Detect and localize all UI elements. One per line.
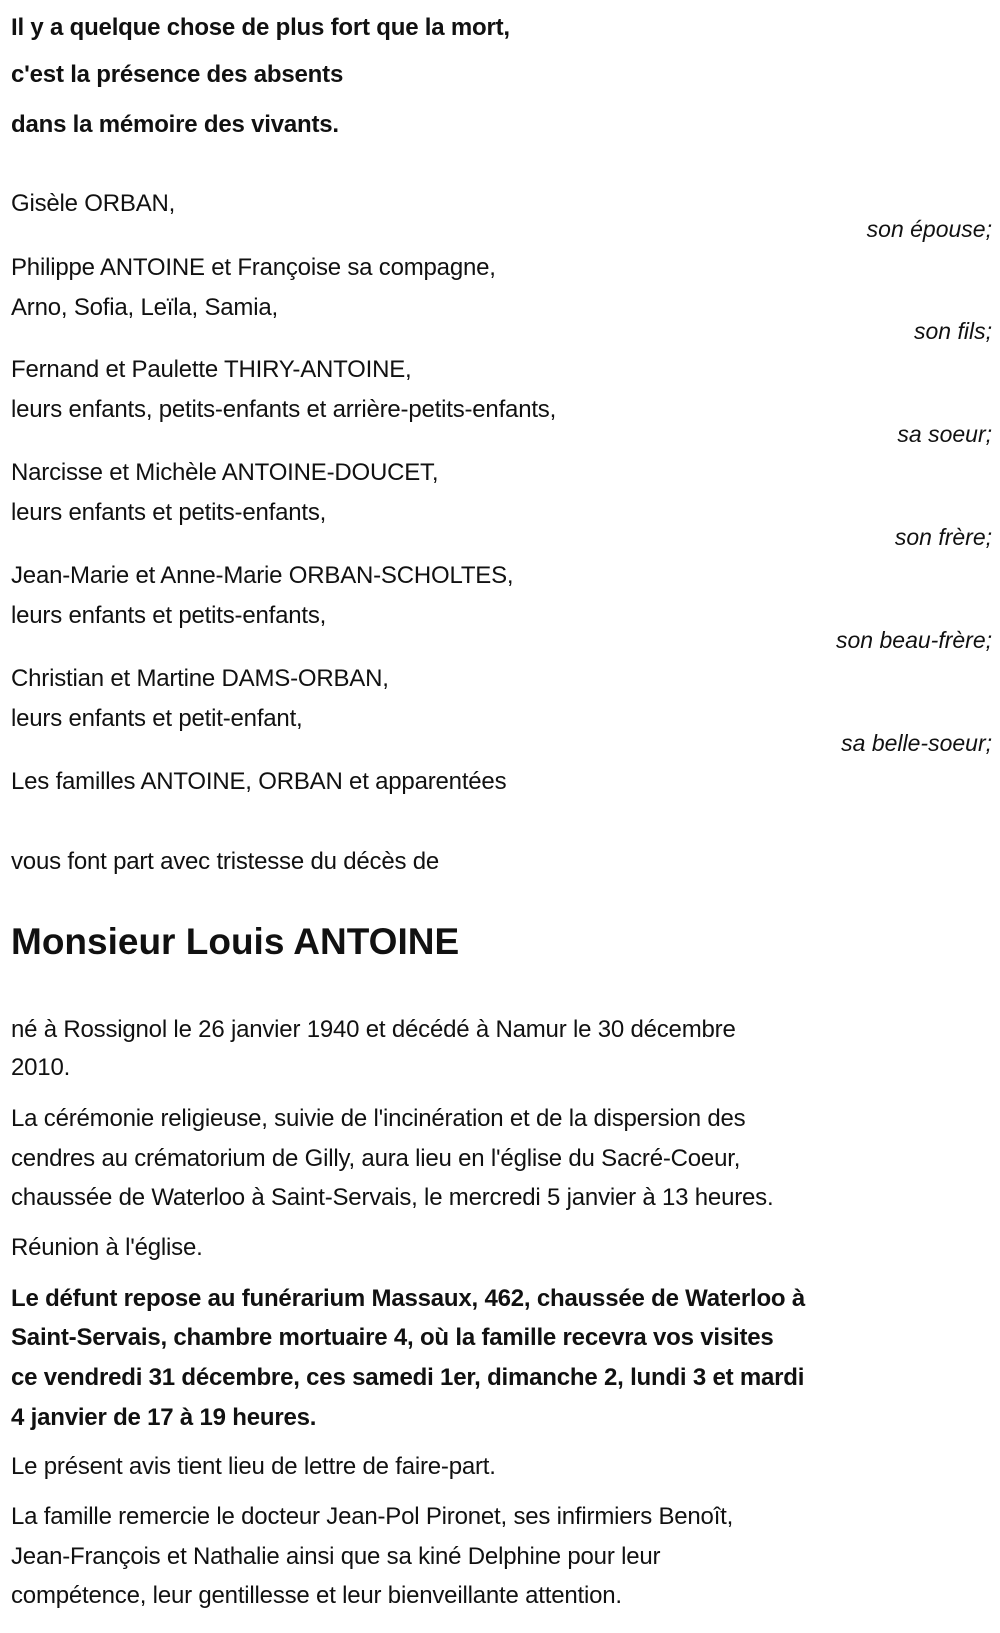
text-line: Saint-Servais, chambre mortuaire 4, où la famille recevra vos visites (11, 1324, 774, 1351)
family-name: Philippe ANTOINE et Françoise sa compagne, (11, 254, 496, 281)
family-name: Narcisse et Michèle ANTOINE-DOUCET, (11, 459, 439, 486)
notice: Le présent avis tient lieu de lettre de faire-part. (11, 1453, 496, 1480)
family-relation: son beau-frère; (836, 627, 992, 653)
quote-line: c'est la présence des absents (11, 61, 344, 88)
text-line: Jean-François et Nathalie ainsi que sa kiné Delphine pour leur (11, 1543, 661, 1570)
family-name: Gisèle ORBAN, (11, 190, 176, 217)
family-name: leurs enfants, petits-enfants et arrière-petits-enfants, (11, 396, 557, 423)
text-line: 2010. (11, 1054, 71, 1081)
announcement: vous font part avec tristesse du décès de (11, 848, 440, 875)
family-relation: son épouse; (866, 216, 992, 242)
family-relation: sa belle-soeur; (841, 730, 992, 756)
quote-line: Il y a quelque chose de plus fort que la mort, (11, 14, 510, 41)
text-line: cendres au crématorium de Gilly, aura lieu en l'église du Sacré-Coeur, (11, 1145, 741, 1172)
text-line: chaussée de Waterloo à Saint-Servais, le mercredi 5 janvier à 13 heures. (11, 1184, 774, 1211)
deceased-name: Monsieur Louis ANTOINE (11, 921, 460, 962)
quote-line: dans la mémoire des vivants. (11, 111, 339, 138)
text-line: La cérémonie religieuse, suivie de l'incinération et de la dispersion des (11, 1105, 746, 1132)
family-name: leurs enfants et petit-enfant, (11, 705, 303, 732)
text-line: La famille remercie le docteur Jean-Pol Pironet, ses infirmiers Benoît, (11, 1503, 734, 1530)
text-line: 4 janvier de 17 à 19 heures. (11, 1404, 317, 1431)
text-line: compétence, leur gentillesse et leur bienveillante attention. (11, 1582, 622, 1609)
text-line: ce vendredi 31 décembre, ces samedi 1er, dimanche 2, lundi 3 et mardi (11, 1364, 805, 1391)
family-name: Arno, Sofia, Leïla, Samia, (11, 294, 278, 321)
family-name: leurs enfants et petits-enfants, (11, 499, 327, 526)
text-line: Le défunt repose au funérarium Massaux, 462, chaussée de Waterloo à (11, 1285, 805, 1312)
reunion-info: Réunion à l'église. (11, 1234, 203, 1261)
family-relation: sa soeur; (897, 421, 992, 447)
family-name: Jean-Marie et Anne-Marie ORBAN-SCHOLTES, (11, 562, 514, 589)
family-name: leurs enfants et petits-enfants, (11, 602, 327, 629)
text-line: né à Rossignol le 26 janvier 1940 et décédé à Namur le 30 décembre (11, 1016, 736, 1043)
family-name: Les familles ANTOINE, ORBAN et apparentées (11, 768, 507, 795)
family-relation: son fils; (914, 318, 992, 344)
family-name: Christian et Martine DAMS-ORBAN, (11, 665, 389, 692)
family-name: Fernand et Paulette THIRY-ANTOINE, (11, 356, 412, 383)
family-relation: son frère; (894, 524, 992, 550)
